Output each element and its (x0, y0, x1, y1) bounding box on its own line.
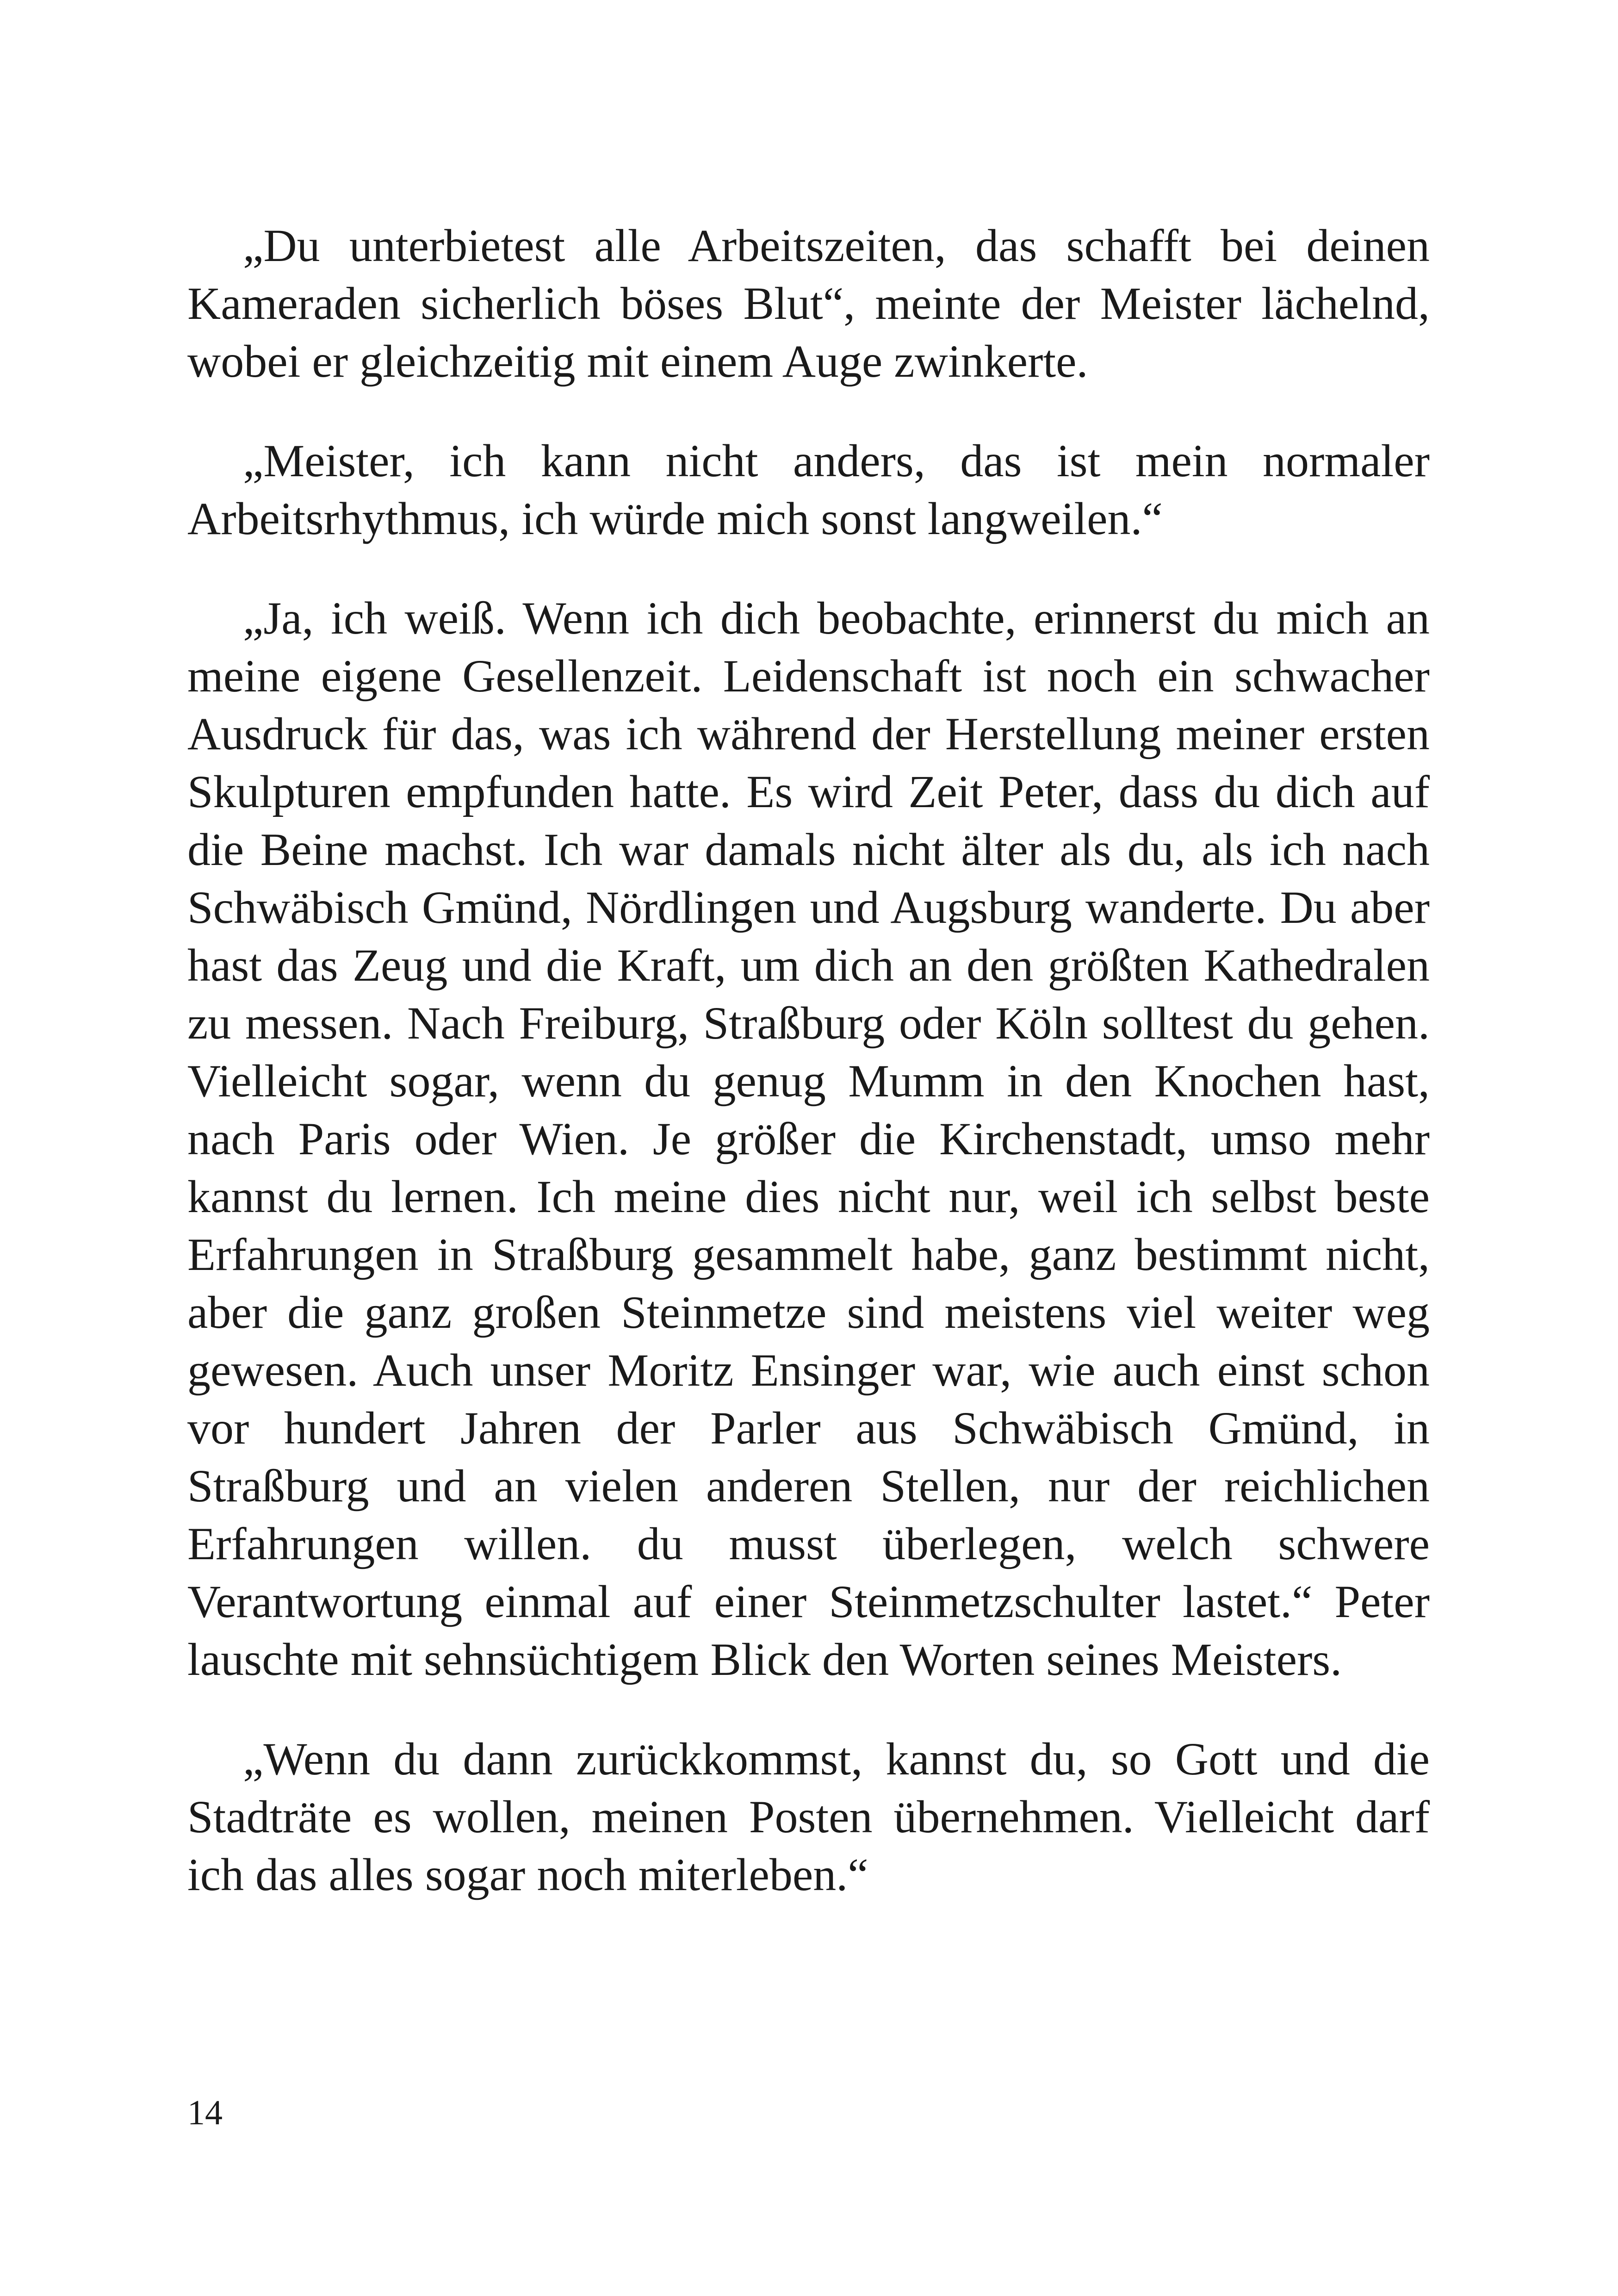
paragraph-1: „Du unterbietest alle Arbeitszeiten, das schafft bei deinen Kameraden sicherlich böses Blut“, meinte der Meister lächelnd, wobei er gleichzeitig mit einem Auge zwinkerte. (187, 220, 1430, 387)
book-page-body (187, 217, 1430, 1904)
paragraph-4: „Wenn du dann zurückkommst, kannst du, so Gott und die Stadträte es wollen, meinen Posten übernehmen. Vielleicht darf ich das alles sogar noch miterleben.“ (187, 1733, 1430, 1900)
page-number: 14 (187, 2093, 223, 2132)
paragraph-3: „Ja, ich weiß. Wenn ich dich beobachte, erinnerst du mich an meine eigene Gesellenzeit. Leidenschaft ist noch ein schwacher Ausdruck für das, was ich während der Herstellung meiner ersten Skulpturen empfunden hatte. Es wird Zeit Peter, dass du dich auf die Beine machst. Ich war damals nicht älter als du, als ich nach Schwäbisch Gmünd, Nördlingen und Augsburg wanderte. Du aber hast das Zeug und die Kraft, um dich an den größten Kathedralen zu messen. Nach Freiburg, Straßburg oder Köln solltest du gehen. Vielleicht sogar, wenn du genug Mumm in den Knochen hast, nach Paris oder Wien. Je größer die Kirchenstadt, umso mehr kannst du lernen. Ich meine dies nicht nur, weil ich selbst beste Erfahrungen in Straßburg gesammelt habe, ganz bestimmt nicht, aber die ganz großen Steinmetze sind meistens viel weiter weg gewesen. Auch unser Moritz Ensinger war, wie auch einst schon vor hundert Jahren der Parler aus Schwäbisch Gmünd, in Straßburg und an vielen anderen Stellen, nur der reichlichen Erfahrungen willen. du musst überlegen, welch schwere Verantwortung einmal auf einer Steinmetzschulter lastet.“ Peter lauschte mit sehnsüchtigem Blick den Worten seines Meisters. (187, 592, 1430, 1685)
paragraph-2: „Meister, ich kann nicht anders, das ist mein normaler Arbeitsrhythmus, ich würde mich sonst langweilen.“ (187, 435, 1430, 544)
